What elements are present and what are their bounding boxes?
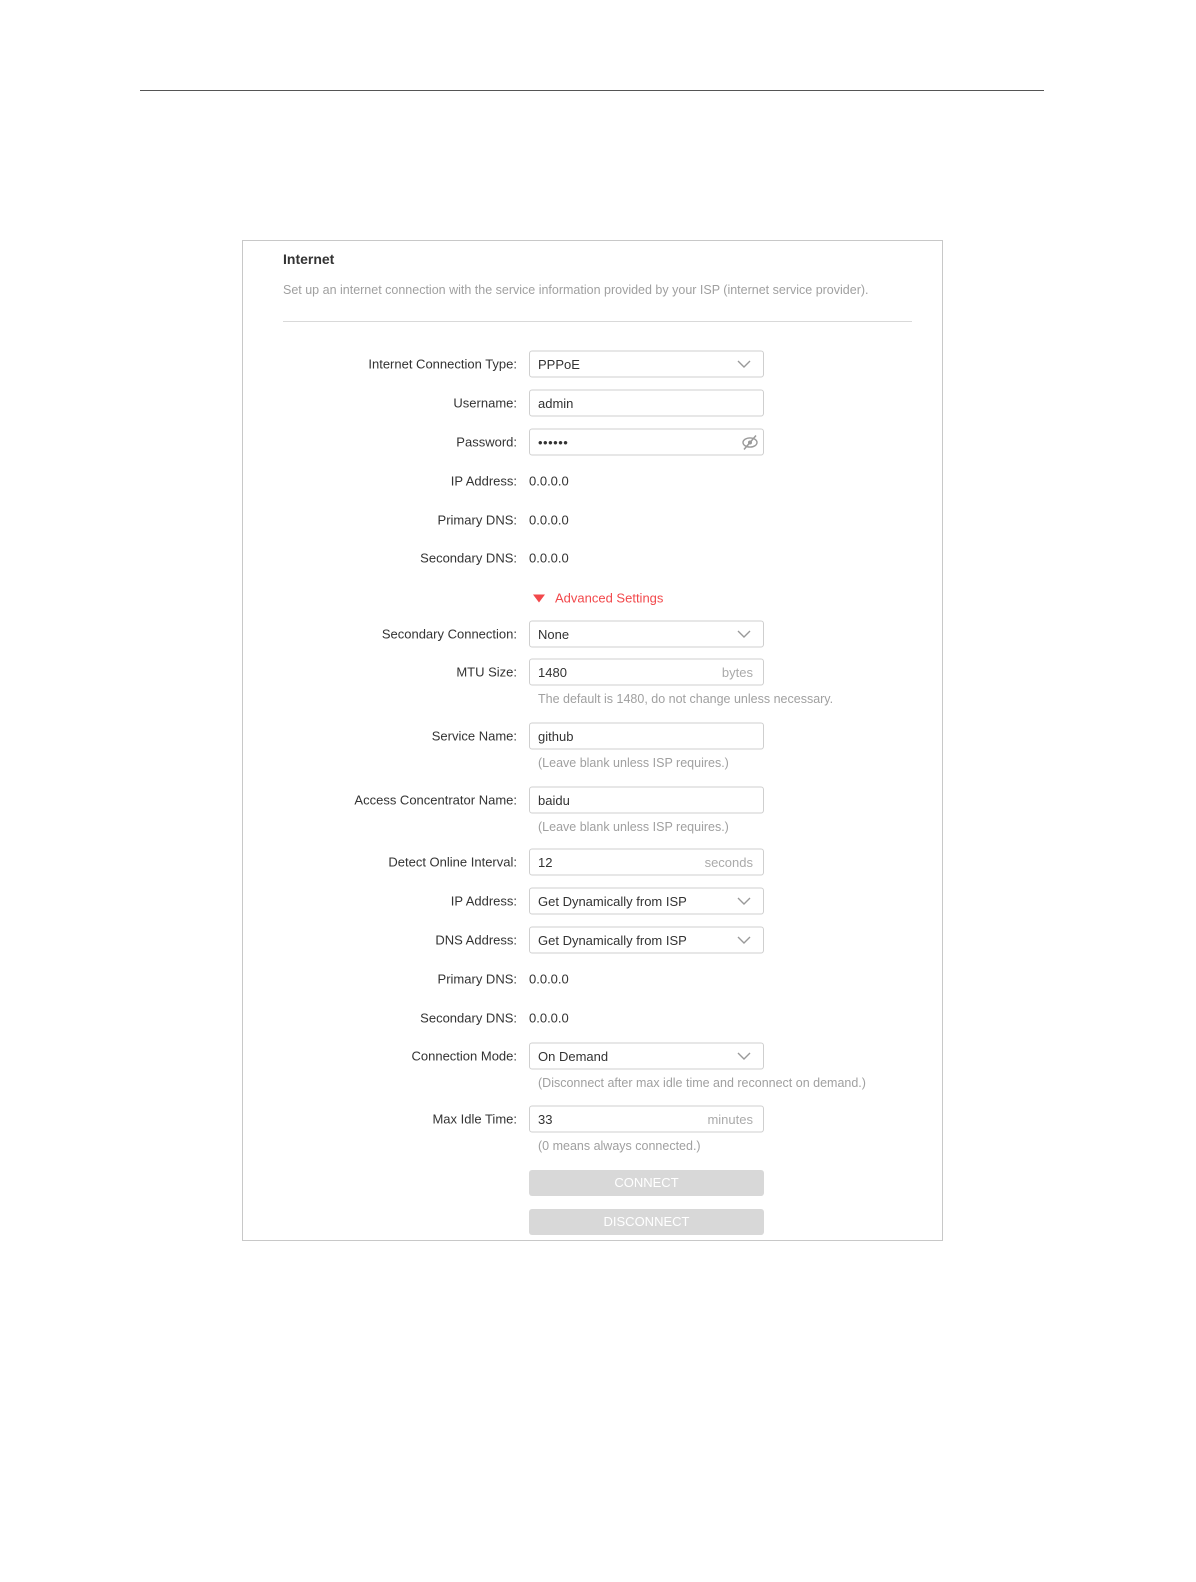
connection-type-label: Internet Connection Type: bbox=[368, 356, 517, 372]
connect-button[interactable]: CONNECT bbox=[529, 1170, 764, 1196]
chevron-down-icon bbox=[737, 936, 751, 945]
password-input[interactable] bbox=[529, 429, 764, 456]
password-value: •••••• bbox=[538, 434, 569, 450]
primary-dns-label: Primary DNS: bbox=[437, 512, 517, 528]
page-top-rule bbox=[140, 90, 1044, 91]
detect-interval-label: Detect Online Interval: bbox=[388, 854, 517, 870]
secondary-dns-value: 0.0.0.0 bbox=[529, 550, 569, 566]
primary-dns-value: 0.0.0.0 bbox=[529, 512, 569, 528]
advanced-settings-label: Advanced Settings bbox=[555, 590, 664, 606]
password-label: Password: bbox=[456, 434, 517, 450]
chevron-down-icon bbox=[737, 897, 751, 906]
ip-address-value: 0.0.0.0 bbox=[529, 473, 569, 489]
max-idle-hint: (0 means always connected.) bbox=[538, 1139, 701, 1153]
ip-mode-select[interactable] bbox=[529, 888, 764, 915]
chevron-down-icon bbox=[737, 360, 751, 369]
eye-off-icon[interactable] bbox=[741, 433, 759, 451]
advanced-settings-toggle[interactable] bbox=[533, 591, 663, 606]
username-input[interactable] bbox=[529, 390, 764, 417]
ac-name-input[interactable] bbox=[529, 787, 764, 814]
panel-divider bbox=[283, 321, 912, 322]
connection-type-value: PPPoE bbox=[538, 356, 580, 372]
connection-mode-hint: (Disconnect after max idle time and reconnect on demand.) bbox=[538, 1076, 866, 1090]
detect-interval-unit: seconds bbox=[704, 854, 753, 870]
ip-address-label: IP Address: bbox=[450, 473, 517, 489]
service-name-input[interactable] bbox=[529, 723, 764, 750]
ip-mode-value: Get Dynamically from ISP bbox=[538, 893, 687, 909]
secondary-connection-select[interactable] bbox=[529, 621, 764, 648]
secondary-connection-value: None bbox=[538, 626, 570, 642]
chevron-down-icon bbox=[737, 1052, 751, 1061]
mtu-size-input[interactable] bbox=[529, 659, 764, 686]
mtu-size-value: 1480 bbox=[538, 664, 567, 680]
service-name-hint: (Leave blank unless ISP requires.) bbox=[538, 756, 729, 770]
triangle-down-icon bbox=[533, 594, 545, 602]
connection-mode-value: On Demand bbox=[538, 1048, 609, 1064]
ac-name-label: Access Concentrator Name: bbox=[354, 792, 517, 808]
ac-name-hint: (Leave blank unless ISP requires.) bbox=[538, 820, 729, 834]
internet-settings-panel bbox=[242, 240, 943, 1241]
detect-interval-input[interactable] bbox=[529, 849, 764, 876]
connection-mode-label: Connection Mode: bbox=[411, 1048, 517, 1064]
secondary-connection-label: Secondary Connection: bbox=[381, 626, 517, 642]
username-label: Username: bbox=[453, 395, 517, 411]
adv-secondary-dns-value: 0.0.0.0 bbox=[529, 1010, 569, 1026]
secondary-dns-label: Secondary DNS: bbox=[420, 550, 517, 566]
dns-mode-select[interactable] bbox=[529, 927, 764, 954]
mtu-size-hint: The default is 1480, do not change unless necessary. bbox=[538, 692, 834, 706]
connection-mode-select[interactable] bbox=[529, 1043, 764, 1070]
ip-mode-label: IP Address: bbox=[450, 893, 517, 909]
panel-title: Internet bbox=[283, 251, 335, 267]
max-idle-label: Max Idle Time: bbox=[432, 1111, 517, 1127]
mtu-size-label: MTU Size: bbox=[456, 664, 517, 680]
username-value: admin bbox=[538, 395, 574, 411]
disconnect-button[interactable]: DISCONNECT bbox=[529, 1209, 764, 1235]
panel-description: Set up an internet connection with the service information provided by your ISP (internet service provider). bbox=[283, 283, 869, 297]
max-idle-unit: minutes bbox=[707, 1111, 753, 1127]
max-idle-input[interactable] bbox=[529, 1106, 764, 1133]
service-name-value: github bbox=[538, 728, 574, 744]
mtu-size-unit: bytes bbox=[721, 664, 753, 680]
dns-mode-value: Get Dynamically from ISP bbox=[538, 932, 687, 948]
connection-type-select[interactable] bbox=[529, 351, 764, 378]
detect-interval-value: 12 bbox=[538, 854, 553, 870]
chevron-down-icon bbox=[737, 630, 751, 639]
adv-primary-dns-value: 0.0.0.0 bbox=[529, 971, 569, 987]
max-idle-value: 33 bbox=[538, 1111, 553, 1127]
adv-primary-dns-label: Primary DNS: bbox=[437, 971, 517, 987]
dns-mode-label: DNS Address: bbox=[435, 932, 517, 948]
service-name-label: Service Name: bbox=[431, 728, 517, 744]
ac-name-value: baidu bbox=[538, 792, 570, 808]
adv-secondary-dns-label: Secondary DNS: bbox=[420, 1010, 517, 1026]
